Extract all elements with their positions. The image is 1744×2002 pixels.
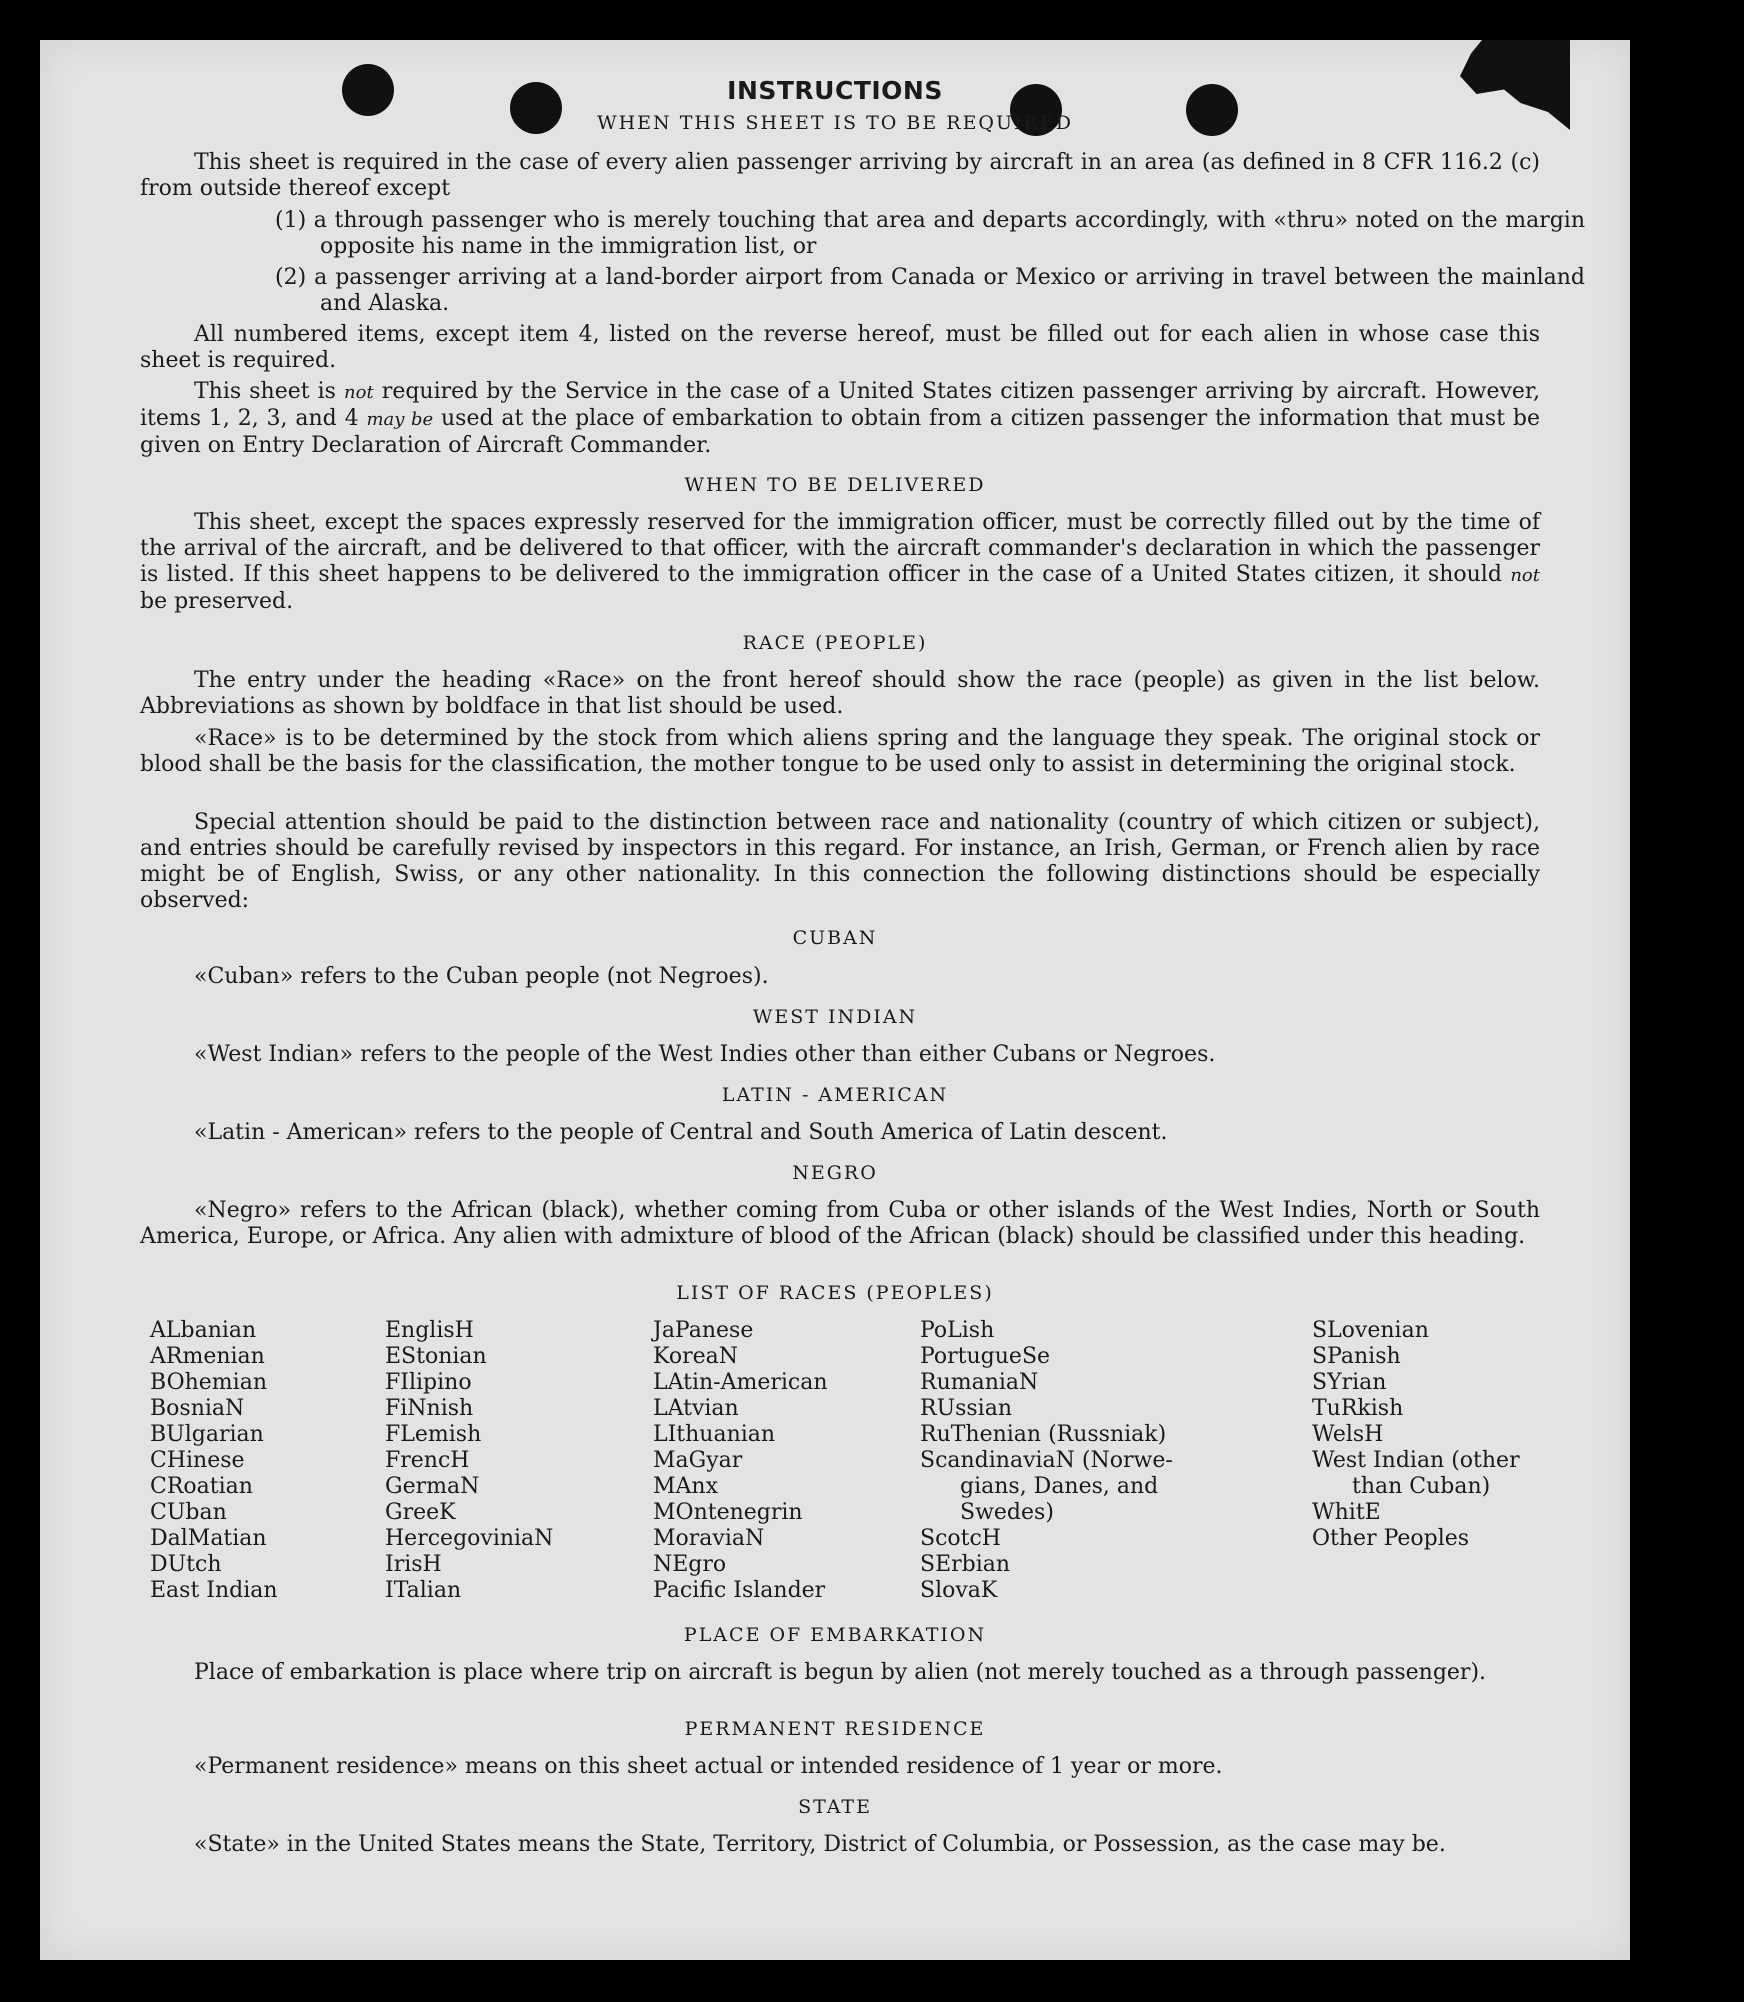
list-item: West Indian (other [1312,1448,1520,1473]
list-item: LIthuanian [653,1422,776,1447]
list-item: BOhemian [150,1370,267,1395]
list-item: KoreaN [653,1344,738,1369]
text: This sheet, except the spaces expressly reserved for the immigration officer, must be correctly filled out by the time of the arrival of the aircraft, and be delivered to that officer, with the aircraft commander's declaration in which the passenger is listed. If this sheet happens to be delivered to the immigration officer in the case of a United States citizen, it should [140,510,1540,587]
list-item: Swedes) [960,1500,1054,1525]
paragraph [140,379,1540,459]
list-item: RumaniaN [920,1370,1039,1395]
list-item: WhitE [1312,1500,1381,1525]
list-item: WelsH [1312,1422,1384,1447]
paragraph: This sheet is required in the case of every alien passenger arriving by aircraft in an area (as defined in 8 CFR 116.2 (c) from outside thereof except [140,150,1540,201]
list-item: CUban [150,1500,227,1525]
list-item: (2) a passenger arriving at a land-border airport from Canada or Mexico or arriving in travel between the mainland and Alaska. [275,265,1585,316]
list-item: MAnx [653,1474,718,1499]
text: required by the Service in the case of a United States citizen passenger arriving by aircraft. However, items 1, 2, 3, and 4 [140,379,1541,431]
list-item: PortugueSe [920,1344,1051,1369]
list-item: RuThenian (Russniak) [920,1422,1167,1447]
heading-when-delivered: WHEN TO BE DELIVERED [684,474,986,496]
list-item: gians, Danes, and [960,1474,1159,1499]
list-item: DalMatian [150,1526,267,1551]
list-item: Other Peoples [1312,1526,1470,1551]
emphasis: not [344,382,374,403]
list-item: ALbanian [150,1318,257,1343]
races-column [920,1318,1173,1604]
list-item: SLovenian [1312,1318,1429,1343]
list-item: MOntenegrin [653,1500,803,1525]
list-item: MaGyar [653,1448,743,1473]
emphasis: may be [366,409,434,430]
list-item: SPanish [1312,1344,1401,1369]
list-item: ARmenian [150,1344,265,1369]
heading-west-indian: WEST INDIAN [752,1006,918,1028]
paragraph: «Permanent residence» means on this sheet actual or intended residence of 1 year or more. [194,1754,1223,1779]
list-item: RUssian [920,1396,1013,1421]
list-item: ScotcH [920,1526,1001,1551]
list-item: FrencH [385,1448,470,1473]
text: used at the place of embarkation to obtain from a citizen passenger the information that must be given on Entry Declaration of Aircraft Commander. [140,406,1540,458]
paragraph: «Negro» refers to the African (black), whether coming from Cuba or other islands of the West Indies, North or South America, Europe, or Africa. Any alien with admixture of blood of the African (black) should be classified under this heading. [140,1198,1540,1249]
paragraph: «Latin - American» refers to the people of Central and South America of Latin descent. [194,1120,1168,1145]
list-item: EnglisH [385,1318,474,1343]
list-item: LAtvian [653,1396,739,1421]
list-item: ITalian [385,1578,462,1603]
list-item: GermaN [385,1474,480,1499]
list-item: FiNnish [385,1396,474,1421]
page-title: INSTRUCTIONS [727,76,943,105]
heading-negro: NEGRO [792,1162,878,1184]
list-item: SYrian [1312,1370,1387,1395]
list-item: BosniaN [150,1396,245,1421]
paragraph: The entry under the heading «Race» on the front hereof should show the race (people) as given in the list below. Abbreviations as shown by boldface in that list should be used. [140,668,1540,719]
list-item: IrisH [385,1552,442,1577]
document-page [40,40,1630,1960]
list-item: TuRkish [1312,1396,1404,1421]
text: This sheet is [194,379,336,404]
heading-place-of-embarkation: PLACE OF EMBARKATION [683,1624,987,1646]
races-column [150,1318,278,1604]
list-item: Pacific Islander [653,1578,826,1603]
paragraph: All numbered items, except item 4, listed on the reverse hereof, must be filled out for each alien in whose case this sheet is required. [140,322,1540,373]
list-item: NEgro [653,1552,727,1577]
list-item: HercegoviniaN [385,1526,554,1551]
races-column [1312,1318,1520,1552]
list-item: GreeK [385,1500,456,1525]
races-column [653,1318,828,1604]
list-item: JaPanese [653,1318,754,1343]
paragraph: «Cuban» refers to the Cuban people (not Negroes). [194,964,769,989]
heading-cuban: CUBAN [792,927,878,949]
heading-race: RACE (PEOPLE) [742,632,928,654]
emphasis: not [1510,565,1540,586]
heading-list-of-races: LIST OF RACES (PEOPLES) [676,1282,994,1304]
list-item: CRoatian [150,1474,253,1499]
list-item: SlovaK [920,1578,998,1603]
list-item: DUtch [150,1552,222,1577]
list-item: CHinese [150,1448,245,1473]
list-item: SErbian [920,1552,1011,1577]
heading-permanent-residence: PERMANENT RESIDENCE [684,1718,986,1740]
paragraph: Place of embarkation is place where trip on aircraft is begun by alien (not merely touched as a through passenger). [194,1660,1487,1685]
heading-when-required: WHEN THIS SHEET IS TO BE REQUIRED [597,112,1073,134]
paragraph [140,510,1540,615]
list-item: FLemish [385,1422,482,1447]
heading-state: STATE [798,1796,872,1818]
list-item: BUlgarian [150,1422,264,1447]
text: be preserved. [140,589,294,614]
list-item: than Cuban) [1352,1474,1491,1499]
paragraph: «State» in the United States means the State, Territory, District of Columbia, or Possession, as the case may be. [194,1832,1446,1857]
list-item: MoraviaN [653,1526,765,1551]
heading-latin-american: LATIN - AMERICAN [721,1084,949,1106]
list-item: East Indian [150,1578,278,1603]
list-item: PoLish [920,1318,995,1343]
list-item: (1) a through passenger who is merely touching that area and departs accordingly, with «thru» noted on the margin opposite his name in the immigration list, or [275,208,1585,259]
paragraph: Special attention should be paid to the distinction between race and nationality (country of which citizen or subject), and entries should be carefully revised by inspectors in this regard. For instance, an Irish, German, or French alien by race might be of English, Swiss, or any other nationality. In this connection the following distinctions should be especially observed: [140,810,1540,913]
races-column [385,1318,553,1604]
list-item: FIlipino [385,1370,472,1395]
paragraph: «West Indian» refers to the people of the West Indies other than either Cubans or Negroes. [194,1042,1216,1067]
list-item: LAtin-American [653,1370,828,1395]
list-item: ScandinaviaN (Norwe- [920,1448,1173,1473]
list-item: EStonian [385,1344,487,1369]
paragraph: «Race» is to be determined by the stock from which aliens spring and the language they speak. The original stock or blood shall be the basis for the classification, the mother tongue to be used only to assist in determining the original stock. [140,726,1540,777]
